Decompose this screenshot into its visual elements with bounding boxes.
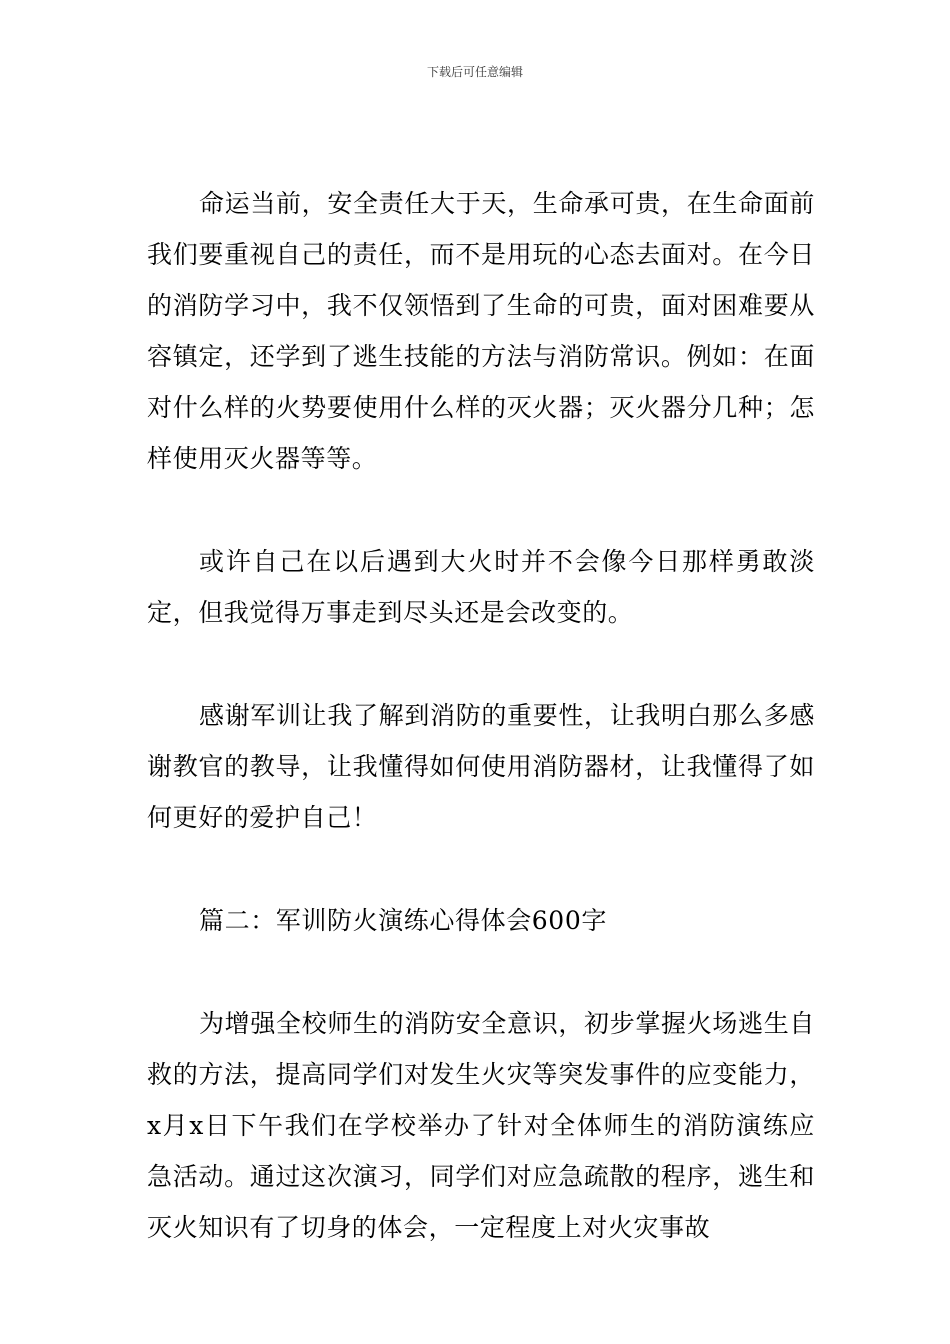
document-body	[147, 178, 815, 1305]
paragraph-future-courage: 或许自己在以后遇到大火时并不会像今日那样勇敢淡定，但我觉得万事走到尽头还是会改变的。	[147, 547, 815, 627]
header-note: 下载后可任意编辑	[426, 65, 523, 79]
paragraph-fire-safety-lesson: 命运当前，安全责任大于天，生命承可贵，在生命面前我们要重视自己的责任，而不是用玩的心态去面对。在今日的消防学习中，我不仅领悟到了生命的可贵，面对困难要从容镇定，还学到了逃生技能的方法与消防常识。例如：在面对什么样的火势要使用什么样的灭火器；灭火器分几种；怎样使用灭火器等等。	[147, 189, 815, 473]
section-heading-part-two: 篇二：军训防火演练心得体会600字	[199, 906, 607, 935]
paragraph-gratitude: 感谢军训让我了解到消防的重要性，让我明白那么多感谢教官的教导，让我懂得如何使用消防器材，让我懂得了如何更好的爱护自己！	[147, 701, 815, 832]
paragraph-drill-intro: 为增强全校师生的消防安全意识，初步掌握火场逃生自救的方法，提高同学们对发生火灾等突发事件的应变能力，x月x日下午我们在学校举办了针对全体师生的消防演练应急活动。通过这次演习，同学们对应急疏散的程序，逃生和灭火知识有了切身的体会，一定程度上对火灾事故	[147, 1009, 815, 1242]
